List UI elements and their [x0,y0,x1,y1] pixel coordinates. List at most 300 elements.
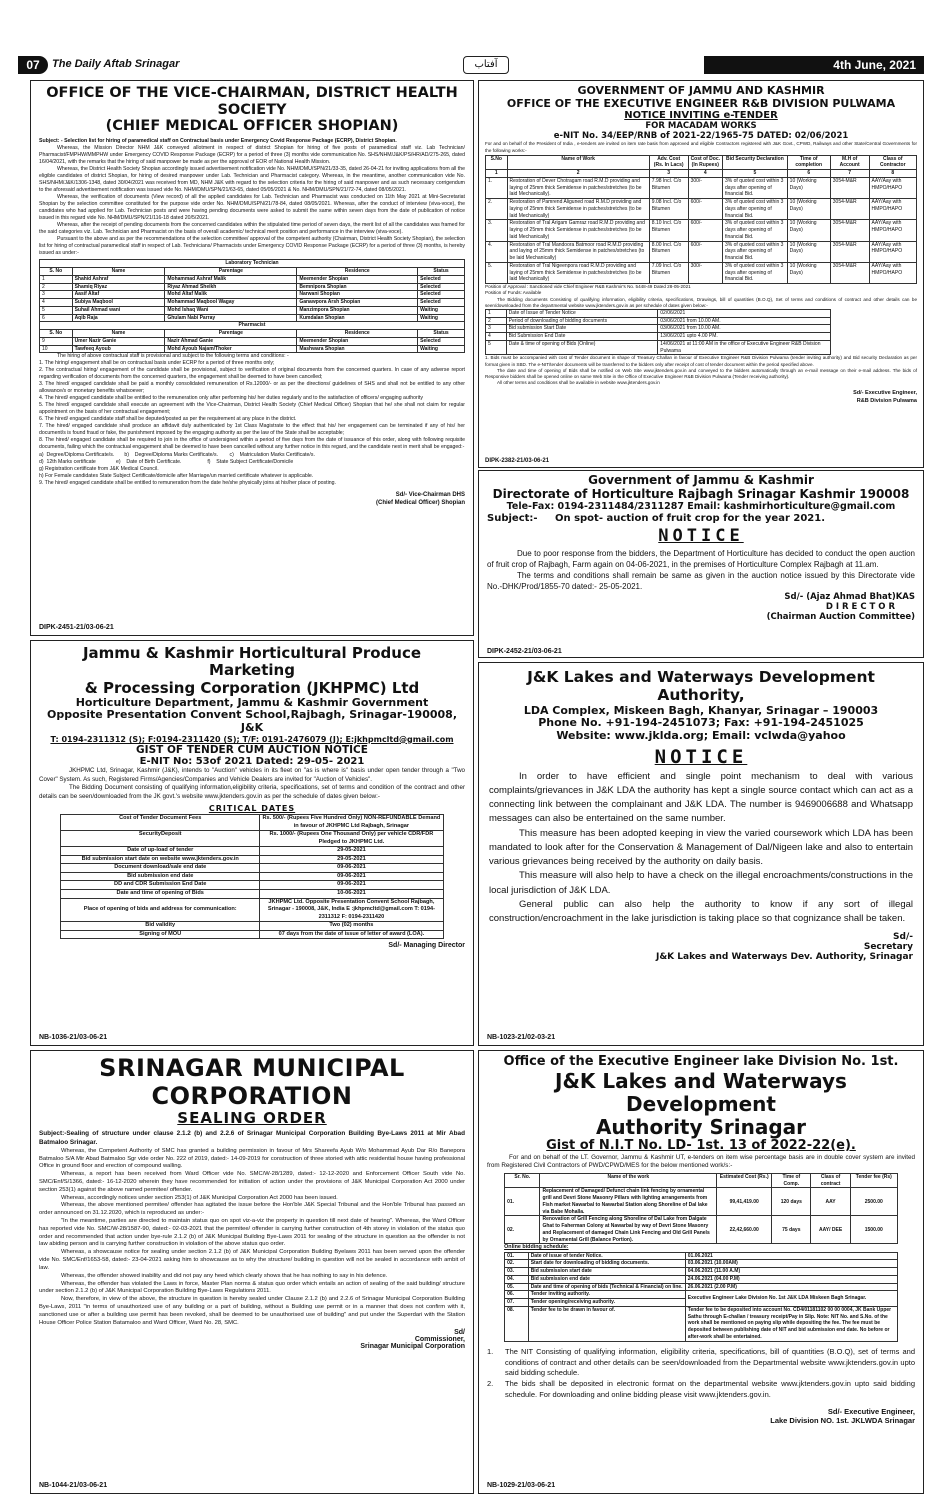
signature: Sd/- [893,932,913,943]
cell: Two (02) months [260,922,444,931]
col-header: Sr. No. [505,1173,540,1188]
term-item: 4. The hired/ engaged candidate shall be entitled to the remuneration only after performing his/ her duties regularly and to the satisfaction of officers/ engaging authority [39,395,423,402]
signature: Secretary [863,942,913,953]
cell: 3 [486,325,507,333]
col-header: Name [72,268,165,276]
cell: 5 [40,306,73,314]
cell: 3% of quoted cost within 3 days after opening of financial Bid. [723,262,788,283]
cell: 10 (Working Days) [787,177,830,198]
col-header: Time of completion [787,155,830,170]
cell: 7.09 Incl. C/o Bitumen [649,262,688,283]
col-header: Adv. Cost (Rs. In Lacs) [649,155,688,170]
cell: AAY/Aay with HMPO/HAPO [869,199,916,220]
cell: 3054-M&R [830,199,869,220]
schedule-table [485,309,831,356]
cell: 4 [486,333,507,341]
cell: 3% of quoted cost within 3 days after opening of financial Bid. [723,177,788,198]
cell: Bid submission start date on website www.jktenders.gov.in [61,855,260,864]
cell: 09-06-2021 [260,872,444,881]
ad-code: NB-1029-21/03-06-21 [487,1482,556,1489]
cell: SecurityDeposit [61,831,260,847]
table-row [61,831,443,847]
paragraph: Whereas, the District Health Society Shopian accordingly issued advertisement notification vide No. NHM/DMU/SPN/21/33-35, dated 26-04-21 for inviting applications from all the eligible candidates of district Shopian, for hiring of desired manpower under Lab. Technician and Pharmacist category. Whereas, in the meantime, another communication vide No. SHS/NHM/J&K/1306-1348, dated 30/04/2021 was received from MD, NHM J&K with regard to the selection criteria for the hiring of said manpower and as such necessary corrigendum to the aforesaid advertisement notification was issued vide No. NHM/DMU/SPN/21/63-65, dated 05/05/2021 & No. NHM/DMU/SPN/21/72-74, dated 08/05/2021. [39,166,465,194]
cell: Mohd Altaf Malik [165,291,297,299]
cell: Shahid Ashraf [72,275,165,283]
cell: 02. [505,1216,540,1244]
cell: AAY/ DEE [811,1216,850,1244]
table-heading: Laboratory Technician [40,260,465,268]
signature: J&K Lakes and Waterways Dev. Authority, Srinagar [655,952,913,963]
cell: Aqib Raja [72,314,165,322]
table-row [40,283,465,291]
cell: 5 [486,340,507,355]
cell: AAY/Aay with HMPO/HAPO [869,241,916,262]
col-header: Status [418,268,465,276]
cell: Signing of MOU [61,930,260,939]
paragraph: The terms and conditions shall remain be same as given in the auction notice issued by this Directorate vide No.-DHK/Prod/1855-70 dated:- 25-05-2021. [487,570,915,592]
intro: For and on behalf of the President of India , e-tenders are invited on item rate basis from approved and eligible Contractors registered with J&K Govt., CPWD, Railways and other State/Central Governments for the following works:- [485,141,917,153]
note-number: 2. [487,1379,494,1389]
cell: DD and CDR Submission End Date [61,881,260,890]
col-header: Class of Contractor [869,155,916,170]
cell: Mohd Ishaq Wani [165,306,297,314]
col-number: 7 [830,170,869,178]
cell: Start date for downloading of bidding documents. [528,1260,685,1268]
cell: 3. [486,220,508,241]
horticulture-ad [478,470,924,658]
table-row [505,1188,898,1216]
cell: 07 days from the date of issue of letter of award (LOA). [260,930,444,939]
address: LDA Complex, Miskeen Bagh, Khanyar, Srinagar – 190003 [523,703,879,717]
doc-item: h) For Female candidates State Subject Certificate/domicile after Marriage/un married certificate whatever is applicable. [39,472,314,479]
cell: Date and time of opening of Bids [61,889,260,898]
ad-title: OFFICE OF THE VICE-CHAIRMAN, DISTRICT HEALTH SOCIETY [46,85,458,118]
term-item: 3. The hired/ engaged candidate shall be paid a monthly consolidated remuneration of Rs.12000/- or as per the directions/ guidelines of SHS and shall not be entitled to any other allowance/s or monetary benefits whatsoever; [39,381,465,395]
col-header: M.H of Account [830,155,869,170]
gist-title: GIST OF TENDER CUM AUCTION NOTICE [136,743,368,756]
cell: Subiya Maqbool [72,299,165,307]
cell: Bid submission start date [528,1268,685,1276]
cell: 01. [505,1188,540,1216]
signature: (Chairman Auction Committee) [766,612,915,623]
critical-dates-heading: CRITICAL DATES [208,803,296,813]
table-row [40,275,465,283]
cell: Restoration of Dever Chotragam road R.M.D providing and laying of 25mm thick Semidense in patches/stretches (to be laid Mechanically). [507,177,649,198]
ad-title: GOVERNMENT OF JAMMU AND KASHMIR [577,84,825,97]
col-header: Parentage [165,330,297,338]
table-row [505,1268,898,1276]
cell: Place of opening of bids and address for communication: [61,898,260,922]
cell: Tender fee to be drawn in favour of. [528,1306,685,1341]
paragraph: Whereas, the offender showed inability and did not pay any heed which clearly shows that he has nothing to say in his defence. [61,1272,388,1279]
paragraph: "In the meantime, parties are directed to maintain status quo on spot viz-a-viz the property in question till next date of hearing". Whereas, the Ward Officer has reported vide No. SMC/W-28/1587-90, dated:- 02-03-2021 that the permitee/ offender is carrying further construction of 4th storey in violation of the status quo order and recommended that action under bye-rule 2.1.2 (b) of J&K Municipal Building Bye-Laws 2011 for sealing of the structure in question as the offender is not law abiding person and is carrying further construction in violation of the above status quo order. [39,1218,465,1248]
cell: 2 [40,283,73,291]
col-number: 4 [688,170,722,178]
cell: 7.98 Incl. C/o Bitumen [649,177,688,198]
term-item: 5. The hired/ engaged candidate shall execute an agreement with the Vice-Chairman, District Health Society (Chief Medical Officer) Shopian that he/ she shall not claim for regular appointment on the basis of her contractual engagement; [39,402,465,416]
signature: Sd/- Vice-Chairman DHS [395,491,465,498]
table-row [486,220,917,241]
cell: 10 (Working Days) [787,199,830,220]
cell: 09-06-2021 [260,881,444,890]
ad-subtitle: Directorate of Horticulture Rajbagh Srinagar Kashmir 190008 [492,486,910,501]
table-row [505,1306,898,1341]
col-number: 2 [507,170,649,178]
critical-dates-table [60,814,443,939]
cell: Tender opening/receiving authority. [528,1299,685,1307]
schedule-heading: Online bidding schedule: [504,1244,569,1251]
cell: 2500.00 [850,1188,897,1216]
table-row [486,317,831,325]
cell: 3% of quoted cost within 3 days after opening of financial Bid. [723,199,788,220]
table-row [40,299,465,307]
cell: 3 [40,291,73,299]
intro: For and on behalf of the LT. Governor, Jammu & Kashmir UT, e-tenders on item wise percentage basis are in double cover system are invited from Registered Civil Contractors of PWD/CPWD/MES for the below mentioned work/s:- [487,1153,915,1170]
works-table [485,155,917,285]
cell: Bid Submission End Date [506,333,658,341]
notice-title: NOTICE INVITING e-TENDER [624,110,778,122]
cell: 24.06.2021 (04.00 P.M) [685,1275,897,1283]
notice-heading: NOTICE [654,745,748,768]
doc-item: d) 12th Marks certificate e) Date of Birth Certificate. f) State Subject Certificate/Domicile [39,458,294,465]
ad-subtitle: Authority Srinagar [595,1114,807,1139]
note: The NIT Consisting of qualifying information, eligibility criteria, specifications, bill of quantities (B.O.Q), set of terms and conditions of contract and other details can be seen/downloaded from the Departmental website www.jktenders.gov.in upto said bidding schedule. [505,1346,915,1378]
schedule-table [504,1252,898,1342]
paragraph: The Bidding Document consisting of qualifying information,eligibility criteria, specifications, set of terms and condition of the contract and other details can be seen/downloaded from the JK govt.'s website www.jktenders.gov.in as per the schedule of dates given below:- [39,784,465,800]
cell: 4 [40,299,73,307]
cell: Aasif Altaf [72,291,165,299]
table-row [505,1291,898,1299]
signature: Sd/- Executive Engineer, [853,390,917,397]
signature: (Chief Medical Officer) Shopian [375,499,465,506]
ad-title: J&K Lakes and Waterways Development Authority, [527,668,875,704]
cell: Restoration of Tral Arigam Gamraz road R.M.D providing and laying of 25mm thick Semidense in patches/stretches (to be laid Mechanically) [507,220,649,241]
contact: Tele-Fax: 0194-2311484/2311287 Email: kashmirhorticulture@gmail.com [506,500,896,512]
cell: Rs. 1000/- (Rupees One Thousand Only) per vehicle CDR/FDR Pledged to JKHPMC Ltd. [260,831,444,847]
signature: Lake Division NO. 1st. JKLWDA Srinagar [770,1416,915,1426]
ad-code: DIPK-2452-21/03-06-21 [487,648,562,655]
cell: Bid submission Start Date [506,325,658,333]
order-heading: SEALING ORDER [177,1109,327,1128]
paragraph: Whereas, the above mentioned permitee/ offender has agitated the issue before the Hon'ble J&K Special Tribunal and the Hon'ble Tribunal has passed an order announced on 31.12.2020, which is reproduced as under:- [39,1202,465,1217]
note: All other terms and conditions shall be available in website www.jktenders.gov.in [497,380,660,386]
paragraph: Whereas, the offender has violated the Laws in force, Master Plan norms & status quo order which entails an action of sealing of the said building/ structure under section 2.1.2 (b) of J&K Municipal Corporation Building Bye-Laws Regulations 2011. [39,1280,465,1295]
cell: 02/06/2021 [658,309,830,317]
paragraph: Whereas, the verification of documents (View record) of all the applied candidates for Lab. Technician and Pharmacist was conducted on 11th May 2021 at Mini-Secretariat Shopian by the selection committee constituted for the purpose vide order No. NHM/DMU/SPN/21/78-84, dated 08/05/2021. Whereas, after the conduct of interview (viva-voce), the candidates who had applied for Lab. Technician posts and were having pending documents were asked to submit the same within seven days from the date of publication of notice issued in this regard vide No. NHM/DMU/SPN/21/116-18 dated 20/5/2021. [39,194,465,222]
cell: Tender inviting authority. [528,1291,685,1299]
lda-nit-ad [478,1050,924,1494]
paragraph: This measure has been adopted keeping in view the varied coursework which LDA has been mandated to look after for the Conservation & Management of Dal/Nigeen lake and also to entertain various grievances being received by the authority on daily basis. [489,827,913,868]
cell: 10 (Working Days) [787,241,830,262]
cell: 29-05-2021 [260,847,444,856]
cell: 01.06.2021 [685,1252,897,1260]
col-header: Residence [297,268,418,276]
dhs-shopian-ad [30,80,474,636]
newspaper-name: The Daily Aftab Srinagar [52,58,180,70]
table-row [505,1275,898,1283]
table-row [40,306,465,314]
cell: Period of downloading of bidding documents [506,317,658,325]
cell: Rs. 500/- (Rupees Five Hundred Only) NON-REFUNDABLE Demand in favour of JKHPMC Ltd Rajbagh, Srinagar [260,815,444,831]
col-number: 6 [787,170,830,178]
cell: Selected [418,299,465,307]
term-item: 6. The hired/ engaged candidate staff shall be deputed/posted as per the requirement at any place in the district. [39,416,297,423]
table-row [40,314,465,322]
lda-notice-ad [478,662,924,1046]
signature: Sd/- Managing Director [388,942,465,950]
ad-title: SRINAGAR MUNICIPAL CORPORATION [99,1054,405,1110]
cell: 600/- [688,241,722,262]
ad-title: Government of Jammu & Kashmir [588,473,814,487]
table-row [486,262,917,283]
cell: Mashwara Shopian [297,345,418,353]
notice-heading: NOTICE [658,525,744,546]
cell: Renovation of Grill Fencing along Shoreline of Dal Lake from Dalgate Ghat to Faherman Colony at Nawarbal by way of Devri Stone Masonry and Replacement of damaged Chain Link Fencing and Old Grill Panels by Ornamental Grill (Balance Portion). [540,1216,717,1244]
paragraph: JKHPMC Ltd, Srinagar, Kashmir (J&K), intends to "Auction" vehicles in its fleet on "as is where is" basis under open tender through a "Two Cover" System. As such, Registered Firms/Agencies/Companies and Vehicle Dealers are invited for "Auction of Vehicles". [39,767,465,783]
cell: Date of Issue of Tender Notice [506,309,658,317]
col-header: Name of the work [540,1173,717,1188]
cell: 07. [505,1299,529,1307]
nit-number: e-NIT No. 34/EEP/RNB of 2021-22/1965-75 DATED: 02/06/2021 [553,130,849,141]
table-row [40,345,465,353]
cell: Manzimpora Shopian [297,306,418,314]
cell: Waiting [418,306,465,314]
paragraph: Whereas, a showcause notice for sealing under section 2.1.2 (b) of J&K Municipal Corporation Building Byelaws 2011 has been served upon the offender vide No. SMC/Enf/1653-58, dated:- 23-04-2021 asking him to showcause as to why the structure/ building in question will not be sealed in accordance with ambit of law. [39,1249,465,1271]
term-item: 2. The contractual hiring/ engagement of the candidate shall be provisional, subject to verification of original documents from the concerned quarters. In case of any adverse report regarding verification of documents from the concerned quarters, the engagement shall be deemed to have been cancelled; [39,367,465,381]
signature: Sd/- (Ajaz Ahmad Bhat)KAS [784,592,915,603]
cell: 3% of quoted cost within 3 days after opening of financial Bid. [723,241,788,262]
signature: Srinagar Municipal Corporation [360,1343,465,1351]
doc-item: 9. The hired/ engaged candidate shall be entitled to remuneration from the date he/she physically joins at his/her place of posting. [39,479,336,486]
paragraph: In order to have efficient and single point mechanism to deal with various complaints/grievances in J&K LDA the authority has kept a single source contact which can act as a connecting link between the complainant and J&K LDA. The number is 9469006688 and Whatsapp messages can also be entertained on the same number. [489,770,913,825]
cell: Nazir Ahmad Ganie [165,337,297,345]
table-row [486,241,917,262]
col-header: Bid Security Declaration [723,155,788,170]
cell: 1 [40,275,73,283]
jkhpmc-ad [30,640,474,1046]
table-row [486,177,917,198]
cell: Replacement of Damaged/ Defunct chain link fencing by ornamental grill and Devri Stone Masonry Pillars with lighting arrangements from Fish market Nawarbal to Nawarbal Station along Shoreline of Dal lake via Babe Mohalla. [540,1188,717,1216]
signature: Sd/ [454,1329,465,1337]
cell: Ghulam Nabi Parray [165,314,297,322]
nit-number: E-NIT No: 53of 2021 Dated: 29-05- 2021 [139,755,365,767]
signature: Commissioner, [414,1336,465,1344]
paragraph: Whereas, after the receipt of pending documents from the concerned candidates within the stipulated time period of seven days, the merit list of all the candidates was framed for the said categories viz. Lab. Technician and Pharmacist on the basis of overall academic/ technical merit position and performance in the interview (viva-voce). [39,222,465,236]
cell: Document download/sale end date [61,864,260,873]
ad-code: DIPK-2451-21/03-06-21 [39,624,114,631]
col-header: Name [72,330,165,338]
col-header: S.No [486,155,508,170]
cell: Bid submission end date [61,872,260,881]
table-row [486,309,831,317]
cell: 03. [505,1268,529,1276]
page-number: 07 [18,56,48,74]
note: The Bidding documents Consisting of qualifying information, eligibility criteria, specifications, Drawings, bill of quantities (B.O.Q), Set of terms and conditions of contract and other details can be seen/downloaded from the departmental website www.jktenders.gov.in as per schedule of dates given below:- [485,296,917,308]
paragraph: This measure will also help to have a check on the illegal encroachments/constructions in the local jurisdiction of J&K LDA. [489,870,913,896]
cell: AAY/Aay with HMPO/HAPO [869,262,916,283]
cell: 09-06-2021 [260,864,444,873]
note: The bids shall be deposited in electronic format on the departmental website www.jktenders.gov.in upto said bidding schedule. For downloading and online bidding please visit www.jktenders.gov.in. [505,1379,915,1400]
col-header: Status [418,330,465,338]
table-row [486,199,917,220]
note: Position of Funds: Available [485,290,542,296]
address: Opposite Presentation Convent School,Rajbagh, Srinagar-190008, J&K [46,708,458,735]
cell: Selected [418,291,465,299]
ad-code: NB-1036-21/03-06-21 [39,1034,108,1041]
cell: 120 days [772,1188,811,1216]
subject-label: Subject:- [487,512,538,524]
cell: Date of up-load of tender [61,847,260,856]
paragraph: Whereas, accordingly notices under section 253(1) of J&K Municipal Corporation Act 2000 has been issued. [61,1194,338,1201]
cell: Date and time of opening of bids (Technical & Financial) on line. [528,1283,685,1291]
cell: Shamiq Riyaz [72,283,165,291]
cell: Restoration of Tral Nigeenpora road R.M.D providing and laying of 25mm thick Semidense in patches/stretches (to be laid Mechanically) [507,262,649,283]
cell: 05. [505,1283,529,1291]
paragraph: Whereas, the Competent Authority of SMC has granted a building permission in favour of Mrs Shareefa Ayub W/o Mohammad Ayub Dar R/o Banepora Batmaloo S/A Mir Abad Batmaloo Sgr vide order No. 222 of 2019, dated:- 14-09-2019 for construction of three storied with attic residential house having professional Office in ground floor and erection of compound walling. [39,1147,465,1170]
cell: Ganawpora Arsh Shopian [297,299,418,307]
note: 1. Bids must be accompanied with cost of Tender document in shape of Treasury Challan in favour of Executive Engineer R&B Division Pulwama (tender inviting authority) and Bid security Declaration as per format given in SBD. The e-NIT/tender documents will be transferred to the bidders only after receipt of cost of tender document within the period specified above. [485,355,917,367]
cell: 5. [486,262,508,283]
cell: 3054-M&R [830,241,869,262]
contact: T: 0194-2311312 (S); F:0194-2311420 (S); T/F: 0191-2476079 (J); E:jkhpmcltd@gmail.com [50,734,454,744]
col-header: Residence [297,330,418,338]
ad-subtitle: OFFICE OF THE EXECUTIVE ENGINEER R&B DIVISION PULWAMA [506,96,896,110]
cell: 9.08 Incl. C/o Bitumen [649,199,688,220]
cell: Bid validity [61,922,260,931]
col-number: 8 [869,170,916,178]
paragraph: Whereas, a report has been received from Ward Officer vide No. SMC/W-28/1289, dated:- 12-12-2020 and Enforcement Officer South vide No. SMC/Enf/S/1366, dated:- 16-12-2020 wherein they have recommended for initiation of action under the provisions of J&K Municipal Corporation Act 2000 under section 253(1) against the above named permitee/ offender. [39,1171,465,1193]
cell: 3054-M&R [830,220,869,241]
doc-item: a) Degree/Diploma Certificate/s. b) Degree/Diploma Marks Certificate/s. c) Matriculation Marks Certificate/s. [39,451,315,458]
cell: Selected [418,337,465,345]
col-header: Estimated Cost (Rs.) [717,1173,772,1188]
department: Horticulture Department, Jammu & Kashmir Government [75,695,429,709]
cell: 9 [40,337,73,345]
cell: JKHPMC Ltd. Opposite Presentation Convent School Rajbagh, Srinagar - 190008, J&K, India E :jkhpmcltd@gmail.com T: 0194-2311312 F: 0194-2311420 [260,898,444,922]
table-row [61,898,443,922]
cell: Umer Nazir Ganie [72,337,165,345]
cell: 3% of quoted cost within 3 days after opening of financial Bid. [723,220,788,241]
cell: Narwani Shopian [297,291,418,299]
table-row [61,815,443,831]
selection-table [39,259,465,353]
terms-intro: The hiring of above contractual staff is provisional and subject to the following terms and conditions: - [57,353,289,360]
office-title: Office of the Executive Engineer lake Division No. 1st. [503,1054,899,1069]
table-row [505,1252,898,1260]
cell: 10 [40,345,73,353]
cell: 8.10 Incl. C/o Bitumen [649,220,688,241]
cell: Mohammad Maqbool Wagay [165,299,297,307]
note: Position of Approval : Sanctioned vide Chief Engineer R&B Kashmir's No. 5448-49 Dated 28-05-2021 [485,284,691,290]
cell: 29-05-2021 [260,855,444,864]
cell: Date & time of opening of Bids (Online) [506,340,658,355]
cell: 03/06/2021 from 10.00 AM. [658,325,830,333]
cell: 06. [505,1291,529,1299]
cell: 13/06/2021 upto 4.00 PM. [658,333,830,341]
cell: 600/- [688,199,722,220]
cell: 03/06/2021 from 10.00 AM. [658,317,830,325]
note-number: 1. [487,1346,494,1356]
table-row [486,333,831,341]
col-number: 3 [649,170,688,178]
works-table [504,1173,898,1245]
subject: Subject:-Sealing of structure under clause 2.1.2 (b) and 2.2.6 of Srinagar Municipal Corporation Building Bye-Laws 2011 at Mir Abad Batmaloo Srinagar. [39,1130,465,1147]
table-heading: Pharmacist [40,322,465,330]
paragraph: General public can also help the authority to know if any sort of illegal construction/encroachment in the lake jurisdiction is taking place so that cognizance shall be taken. [489,898,913,925]
cell: 6 [40,314,73,322]
ad-code: NB-1023-21/02-03-21 [487,1034,556,1041]
ad-title: J&K Lakes and Waterways Development [555,1068,847,1116]
cell: 26.06.2021 (2.00 P.M) [685,1283,897,1291]
ad-subtitle: & Processing Corporation (JKHPMC) Ltd [84,678,420,697]
cell: Bid submission end date [528,1275,685,1283]
cell: Restoration of Tral Mandoora Batmoor road R.M.D providing and laying of 25mm thick Semidense in patches/stretches (to be laid Mechanically) [507,241,649,262]
ad-title: Jammu & Kashmir Horticultural Produce Marketing [82,644,422,680]
cell: Kumdalan Shopian [297,314,418,322]
table-row [61,847,443,856]
table-row [61,889,443,898]
cell: Date of issue of tender Notice. [528,1252,685,1260]
note: The date and time of opening of Bids shall be notified on Web Site www.jktenders.gov.in and conveyed to the bidders automatically through an e-mail message on their e-mail address. The bids of Responsive bidders shall be opened online on same Web Site in the Office of Executive Engineer R&B Division Pulwama (Tender receiving authority). [485,367,917,379]
table-row [40,291,465,299]
doc-item: g) Registration certificate from J&K Medical Council. [39,465,159,472]
signature: R&B Division Pulwama [856,397,917,404]
cell: 10 (Working Days) [787,220,830,241]
cell: 08. [505,1306,529,1341]
cell: Meemender Shopian [297,275,418,283]
gist-title: Gist of N.I.T No. LD- 1st. 13 of 2022-22(e). [546,1137,856,1153]
signature: D I R E C T O R [825,602,895,613]
paragraph: Whereas, the Mission Director NHM J&K conveyed allotment in respect of district Shopian for hiring of five posts of paramedical staff viz. Lab Technician/ Pharmacist/FMPHW/MMPHW under Emergency COVID Response Package (ECRP) for a period of three (3) months vide communication No. SHS/NHM/J&K/PS/HR/AD/275-265, dated 16/04/2021, with the remarks that the hiring of said manpower be made as per the approval of EOR of National Health Mission. [39,145,465,166]
cell: Mohd Ayoub Najam/Thoker [165,345,297,353]
cell: 99,41,419.00 [717,1188,772,1216]
note-item [487,1347,915,1380]
table-row [61,930,443,939]
phone: Phone No. +91-194-2451073; Fax: +91-194-2451025 [538,716,864,730]
signature: Sd/- Executive Engineer, [827,1407,915,1417]
subject-line [487,513,915,524]
table-row [61,922,443,931]
cell: Suhail Ahmad wani [72,306,165,314]
cell: 1 [486,309,507,317]
cell: 01. [505,1252,529,1260]
col-header: Time of Comp. [772,1173,811,1188]
subject: On spot- auction of fruit crop for the year 2021. [554,512,825,524]
cell: Tawfeeq Ayoub [72,345,165,353]
table-row [505,1260,898,1268]
cell: Restoration of Pamrend Aliguned road R.M.D providing and laying of 25mm thick Semidense in patches/stretches (to be laid Mechanically) [507,199,649,220]
table-row [61,872,443,881]
cell: 75 days [772,1216,811,1244]
cell: 03.06.2021 (10.00AM) [685,1260,897,1268]
cell: 10-06-2021 [260,889,444,898]
table-row [505,1216,898,1244]
term-item: 8. The hired/ engaged candidate shall be required to join in the office of undersigned within a period of five days from the date of issuance of this order, along with following requisite documents, failing which the contractual engagement shall be deemed to have been cancelled without any further notice in this regard, and the candidate next in merit shall be engaged:- [39,437,465,451]
cell: 600/- [688,220,722,241]
table-row [486,340,831,355]
col-header: Cost of Doc. (In Rupees) [688,155,722,170]
col-header: Tender fee (Rs) [850,1173,897,1188]
website: Website: www.jklda.org; Email: vclwda@yahoo [556,728,846,742]
ad-subtitle: (CHIEF MEDICAL OFFICER SHOPIAN) [105,118,399,135]
table-row [61,864,443,873]
ad-code: NB-1044-21/03-06-21 [39,1482,108,1489]
cell: 1500.00 [850,1216,897,1244]
col-header: Name of Work [507,155,649,170]
cell: 22,42,660.00 [717,1216,772,1244]
cell: Meemender Shopian [297,337,418,345]
paragraph: Due to poor response from the bidders, the Department of Horticulture has decided to conduct the open auction of fruit crop of Rajbagh, Farm again on 04-06-2021, in the premises of Horticulture Complex Rajbagh at 11.am. [487,548,915,569]
